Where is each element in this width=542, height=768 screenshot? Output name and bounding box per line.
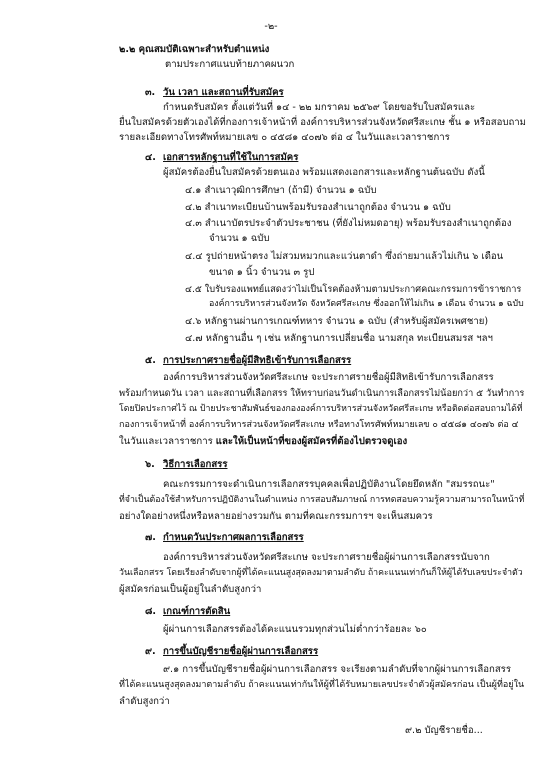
section-4-item-7: ๔.๗ หลักฐานอื่น ๆ เช่น หลักฐานการเปลี่ยนชื่อ นามสกุล ทะเบียนสมรส ฯลฯ	[185, 333, 493, 344]
section-4-intro: ผู้สมัครต้องยื่นใบสมัครด้วยตนเอง พร้อมแสดงเอกสารและหลักฐานต้นฉบับ ดังนี้	[163, 167, 485, 178]
section-8-number: ๘.	[145, 606, 157, 617]
section-5-number: ๕.	[145, 355, 156, 366]
section-9-title: การขึ้นบัญชีรายชื่อผู้ผ่านการเลือกสรร	[163, 646, 319, 657]
section-3-line-2: ยื่นใบสมัครด้วยตัวเองได้ที่กองการเจ้าหน้าที่ องค์การบริหารส่วนจังหวัดศรีสะเกษ ชั้น ๑ หรือสอบถาม	[119, 117, 527, 128]
section-3-title: วัน เวลา และสถานที่รับสมัคร	[163, 87, 284, 98]
section-5-line-2: พร้อมกำหนดวัน เวลา และสถานที่เลือกสรร ให้ทราบก่อนวันดำเนินการเลือกสรรไม่น้อยกว่า ๕ วันทำการ	[119, 388, 525, 399]
section-6-line-2: ที่จำเป็นต้องใช้สำหรับการปฏิบัติงานในตำแหน่ง การสอบสัมภาษณ์ การทดสอบความรู้ความสามารถในหน้าที่	[119, 495, 525, 505]
section-5-line-3: โดยปิดประกาศไว้ ณ ป้ายประชาสัมพันธ์ของกององค์การบริหารส่วนจังหวัดศรีสะเกษ หรือติดต่อสอบถามได้ที่	[119, 404, 523, 414]
section-8-text: ผู้ผ่านการเลือกสรรต้องได้คะแนนรวมทุกส่วนไม่ต่ำกว่าร้อยละ ๖๐	[163, 624, 427, 635]
section-4-item-2: ๔.๒ สำเนาทะเบียนบ้านพร้อมรับรองสำเนาถูกต้อง จำนวน ๑ ฉบับ	[185, 202, 451, 213]
section-6-line-3: อย่างใดอย่างหนึ่งหรือหลายอย่างรวมกัน ตามที่คณะกรรมการฯ จะเห็นสมควร	[119, 511, 433, 522]
section-5-title: การประกาศรายชื่อผู้มีสิทธิเข้ารับการเลือกสรร	[163, 355, 352, 366]
section-5-line-5-bold: และให้เป็นหน้าที่ของผู้สมัครที่ต้องไปตรวจดูเอง	[215, 436, 408, 447]
page-number: -๒-	[264, 21, 278, 32]
section-2-2-text: ตามประกาศแนบท้ายภาคผนวก	[165, 59, 295, 70]
section-7-title: กำหนดวันประกาศผลการเลือกสรร	[163, 532, 304, 543]
section-9-line-3: ลำดับสูงกว่า	[119, 696, 170, 707]
section-3-line-1: กำหนดรับสมัคร ตั้งแต่วันที่ ๑๔ - ๒๒ มกราคม ๒๕๖๙ โดยขอรับใบสมัครและ	[163, 102, 476, 113]
section-7-line-3: ผู้สมัครก่อนเป็นผู้อยู่ในลำดับสูงกว่า	[119, 584, 262, 595]
section-8-title: เกณฑ์การตัดสิน	[163, 606, 231, 617]
section-4-item-5-cont: องค์การบริหารส่วนจังหวัด จังหวัดศรีสะเกษ ซึ่งออกให้ไม่เกิน ๑ เดือน จำนวน ๑ ฉบับ	[209, 299, 524, 309]
section-9-line-1: ๙.๑ การขึ้นบัญชีรายชื่อผู้ผ่านการเลือกสรร จะเรียงตามลำดับที่จากผู้ผ่านการเลือกสรร	[163, 664, 511, 675]
section-4-item-4-cont: ขนาด ๑ นิ้ว จำนวน ๓ รูป	[209, 267, 315, 278]
section-4-title: เอกสารหลักฐานที่ใช้ในการสมัคร	[163, 152, 299, 163]
section-7-number: ๗.	[145, 532, 156, 543]
section-4-item-3-cont: จำนวน ๑ ฉบับ	[209, 233, 270, 244]
section-6-number: ๖.	[145, 459, 155, 470]
section-4-item-6: ๔.๖ หลักฐานผ่านการเกณฑ์ทหาร จำนวน ๑ ฉบับ (สำหรับผู้สมัครเพศชาย)	[185, 316, 489, 327]
section-9-line-2: ที่ได้คะแนนสูงสุดลงมาตามลำดับ ถ้าคะแนนเท่ากันให้ผู้ที่ได้รับหมายเลขประจำตัวผู้สมัครก่อน เป็นผู้ที่อยู่ใน	[119, 680, 525, 690]
section-3-number: ๓.	[145, 87, 156, 98]
section-4-number: ๔.	[145, 152, 156, 163]
section-4-item-4: ๔.๔ รูปถ่ายหน้าตรง ไม่สวมหมวกและแว่นตาดำ ซึ่งถ่ายมาแล้วไม่เกิน ๖ เดือน	[185, 251, 504, 262]
section-9-number: ๙.	[145, 646, 156, 657]
section-7-line-1: องค์การบริหารส่วนจังหวัดศรีสะเกษ จะประกาศรายชื่อผู้ผ่านการเลือกสรรนับจาก	[163, 552, 490, 563]
section-5-line-4: กองการเจ้าหน้าที่ องค์การบริหารส่วนจังหวัดศรีสะเกษ หรือทางโทรศัพท์หมายเลข ๐ ๔๕๘๑ ๔๐๗๖ ต่อ ๔	[119, 420, 519, 430]
section-4-item-3: ๔.๓ สำเนาบัตรประจำตัวประชาชน (ที่ยังไม่หมดอายุ) พร้อมรับรองสำเนาถูกต้อง	[185, 218, 512, 229]
section-4-item-1: ๔.๑ สำเนาวุฒิการศึกษา (ถ้ามี) จำนวน ๑ ฉบับ	[185, 185, 377, 196]
section-5-line-5	[119, 435, 407, 448]
section-7-line-2: วันเลือกสรร โดยเรียงลำดับจากผู้ที่ได้คะแนนสูงสุดลงมาตามลำดับ ถ้าคะแนนเท่ากันก็ให้ผู้ได้รับเลขประจำตัว	[119, 568, 523, 578]
section-5-line-5-plain: ในวันและเวลาราชการ	[119, 436, 216, 447]
section-6-title: วิธีการเลือกสรร	[163, 459, 228, 470]
section-3-line-3: รายละเอียดทางโทรศัพท์หมายเลข ๐ ๔๕๘๑ ๔๐๗๖ ต่อ ๔ ในวันและเวลาราชการ	[119, 132, 450, 143]
section-4-item-5: ๔.๕ ใบรับรองแพทย์แสดงว่าไม่เป็นโรคต้องห้ามตามประกาศคณะกรรมการข้าราชการ	[185, 284, 522, 295]
section-5-line-1: องค์การบริหารส่วนจังหวัดศรีสะเกษ จะประกาศรายชื่อผู้มีสิทธิเข้ารับการเลือกสรร	[163, 372, 494, 383]
section-2-2-heading: ๒.๒ คุณสมบัติเฉพาะสำหรับตำแหน่ง	[119, 44, 270, 55]
section-6-line-1: คณะกรรมการจะดำเนินการเลือกสรรบุคคลเพื่อปฏิบัติงานโดยยึดหลัก "สมรรถนะ"	[163, 479, 495, 490]
continuation-note: ๙.๒ บัญชีรายชื่อ...	[405, 725, 483, 736]
